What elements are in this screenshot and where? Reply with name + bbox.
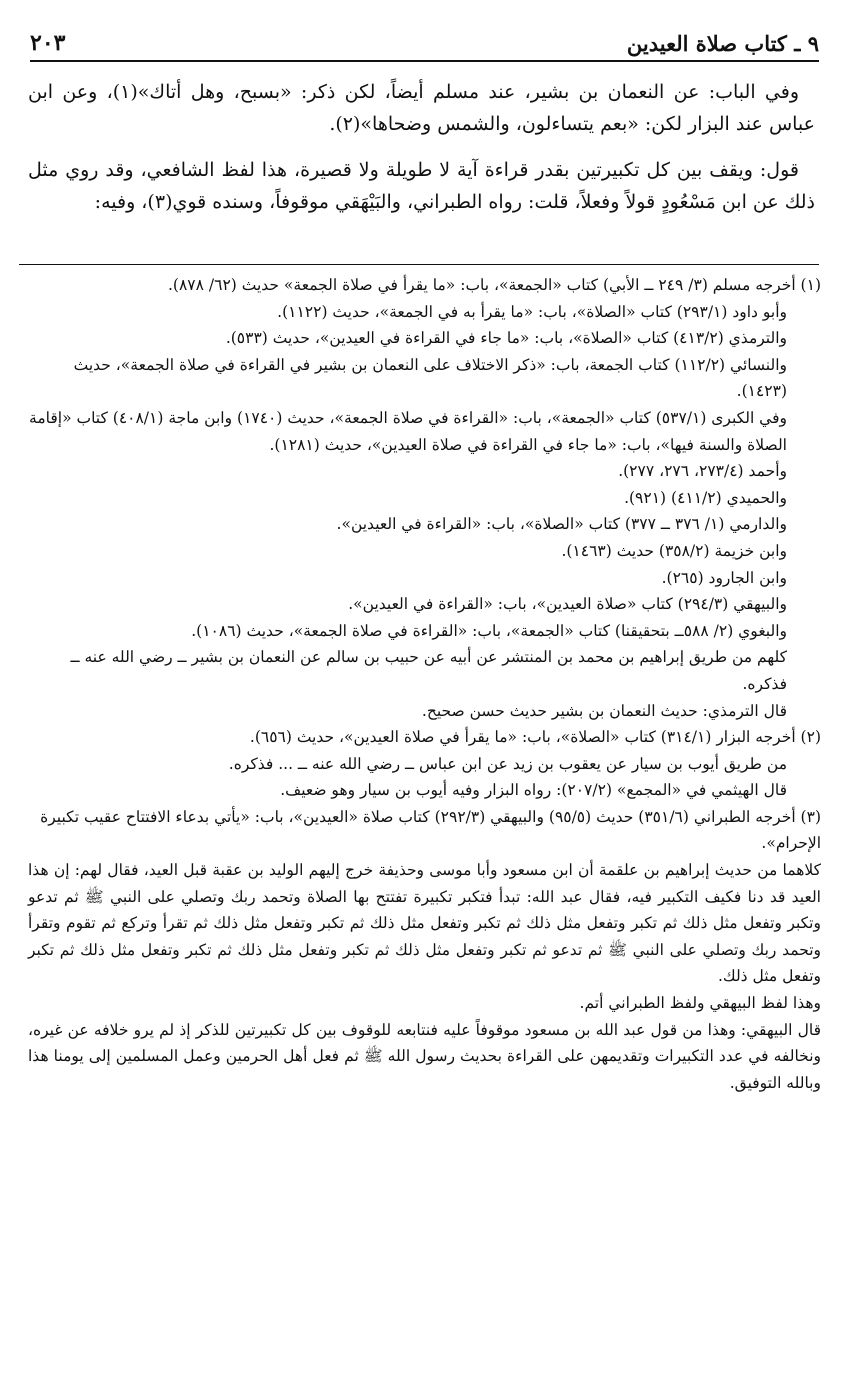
footnote-line: والبيهقي (٢٩٤/٣) كتاب «صلاة العيدين»، باب: «القراءة في العيدين». [348, 595, 787, 614]
footnote-line: وابن خزيمة (٣٥٨/٢) حديث (١٤٦٣). [561, 541, 787, 560]
page-header [30, 22, 819, 62]
footnote-line: والحميدي (٤١١/٢) (٩٢١). [624, 488, 787, 507]
footnote-line: والبغوي (٢/ ٥٨٨ــ بتحقيقنا) كتاب «الجمعة»، باب: «القراءة في صلاة الجمعة»، حديث (١٠٨٦). [191, 621, 787, 640]
main-paragraph: وفي الباب: عن النعمان بن بشير، عند مسلم أيضاً، لكن ذكر: «بسبح، وهل أتاك»(١)، وعن ابن عباس عند البزار لكن: «بعم يتساءلون، والشمس وضحاها»(٢). [28, 81, 815, 135]
main-text [28, 76, 815, 232]
footnote-line: والنسائي (١١٢/٢) كتاب الجمعة، باب: «ذكر الاختلاف على النعمان بن بشير في القراءة في صلاة الجمعة»، حديث (١٤٢٣). [73, 355, 787, 401]
footnote-1: (١) أخرجه مسلم (٣/ ٢٤٩ ــ الأبي) كتاب «الجمعة»، باب: «ما يقرأ في صلاة الجمعة» حديث (٦٢/ ٨٧٨). [168, 276, 821, 294]
footnote-line: وأحمد (٢٧٣/٤، ٢٧٦، ٢٧٧). [618, 462, 787, 481]
footnote-line: قال الهيثمي في «المجمع» (٢٠٧/٢): رواه البزار وفيه أيوب بن سيار وهو ضعيف. [280, 781, 787, 800]
main-paragraph: قول: ويقف بين كل تكبيرتين بقدر قراءة آية لا طويلة ولا قصيرة، هذا لفظ الشافعي، وقد روي مثل ذلك عن ابن مَسْعُودٍ قولاً وفعلاً، قلت: رواه الطبراني، والبَيْهَقي موقوفاً، وسنده قوي(٣)، وفيه: [28, 159, 815, 213]
footnote-line: وهذا لفظ البيهقي ولفظ الطبراني أتم. [579, 994, 821, 1013]
footnote-line: قال الترمذي: حديث النعمان بن بشير حديث حسن صحيح. [421, 701, 787, 720]
footnotes [28, 272, 821, 1096]
footnote-line: كلاهما من حديث إبراهيم بن علقمة أن ابن مسعود وأبا موسى وحذيفة خرج إليهم الوليد بن عقبة قبل العيد، فقال لهم: إن هذا العيد قد دنا فكيف التكبير فيه، فقال عبد الله: تبدأ فتكبر تكبيرة تفتتح بها الصلاة وتحمد ربك وتصلي على النبي ﷺ ثم تدعو وتكبر وتفعل مثل ذلك ثم تكبر وتفعل مثل ذلك ثم تكبر وتفعل مثل ذلك ثم تكبر وتفعل مثل ذلك ثم تقرأ وتركع ثم تقوم وتقرأ وتحمد ربك وتصلي على النبي ﷺ ثم تدعو ثم تكبر وتفعل مثل ذلك ثم تكبر وتفعل مثل ذلك ثم تكبر وتفعل مثل ذلك ثم تكبر وتفعل مثل ذلك. [28, 861, 821, 986]
footnote-line: من طريق أيوب بن سيار عن يعقوب بن زيد عن ابن عباس ــ رضي الله عنه ــ ... فذكره. [228, 754, 787, 773]
footnote-line: وابن الجارود (٢٦٥). [661, 568, 787, 587]
footnote-2: (٢) أخرجه البزار (٣١٤/١) كتاب «الصلاة»، باب: «ما يقرأ في صلاة العيدين»، حديث (٦٥٦). [249, 728, 821, 747]
page-number: ٢٠٣ [30, 30, 66, 56]
footnote-line: كلهم من طريق إبراهيم بن محمد بن المنتشر عن أبيه عن حبيب بن سالم عن النعمان بن بشير ــ رضي الله عنه ــ فذكره. [70, 648, 787, 693]
footnote-line: وأبو داود (٢٩٣/١) كتاب «الصلاة»، باب: «ما يقرأ به في الجمعة»، حديث (١١٢٢). [277, 302, 787, 321]
footnote-separator [19, 264, 819, 265]
chapter-title: ٩ ـ كتاب صلاة العيدين [626, 31, 819, 56]
footnote-line: وفي الكبرى (٥٣٧/١) كتاب «الجمعة»، باب: «القراءة في صلاة الجمعة»، حديث (١٧٤٠) وابن ماجة (٤٠٨/١) كتاب «إقامة الصلاة والسنة فيها»، باب: «ما جاء في القراءة في صلاة العيدين»، حديث (١٢٨١). [29, 408, 787, 454]
footnote-line: قال البيهقي: وهذا من قول عبد الله بن مسعود موقوفاً عليه فنتابعه للوقوف بين كل تكبيرتين للذكر إذ لم يرو خلافه عن غيره، ونخالفه في عدد التكبيرات وتقديمهن على القراءة بحديث رسول الله ﷺ ثم فعل أهل الحرمين وعمل المسلمين إلى يومنا هذا وبالله التوفيق. [28, 1020, 821, 1092]
footnote-3: (٣) أخرجه الطبراني (٣٥١/٦) حديث (٩٥/٥) والبيهقي (٢٩٢/٣) كتاب صلاة «العيدين»، باب: «يأتي بدعاء الافتتاح عقيب تكبيرة الإحرام». [40, 807, 821, 853]
footnote-line: والدارمي (١/ ٣٧٦ ــ ٣٧٧) كتاب «الصلاة»، باب: «القراءة في العيدين». [336, 515, 787, 534]
footnote-line: والترمذي (٤١٣/٢) كتاب «الصلاة»، باب: «ما جاء في القراءة في العيدين»، حديث (٥٣٣). [225, 329, 787, 348]
